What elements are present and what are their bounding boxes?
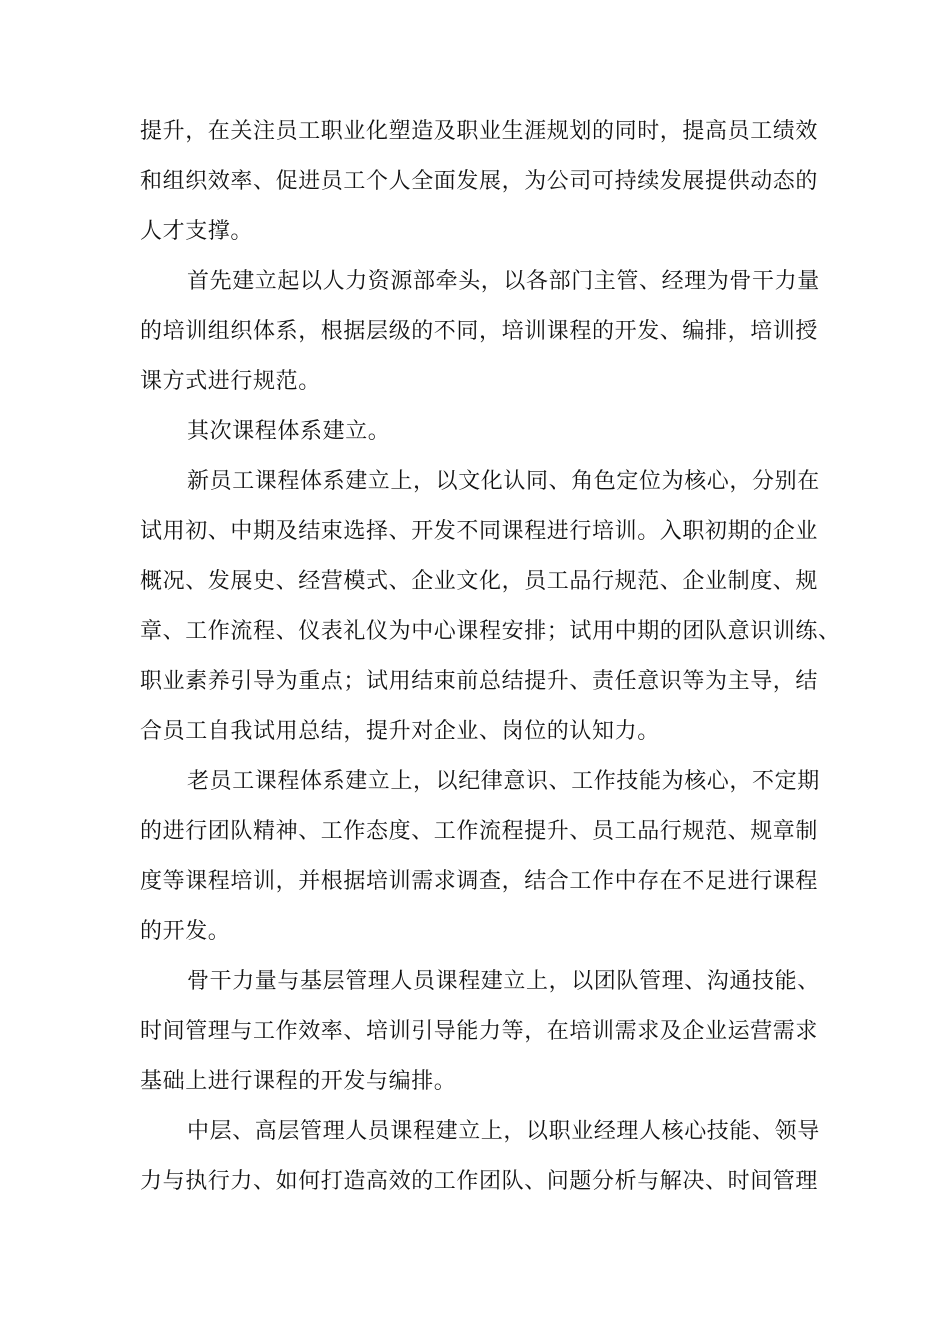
text-line: 基础上进行课程的开发与编排。 [140,1069,457,1094]
text-line: 的开发。 [140,919,231,944]
text-line: 概况、发展史、经营模式、企业文化，员工品行规范、企业制度、规 [140,569,819,594]
paragraph-start-line: 新员工课程体系建立上，以文化认同、角色定位为核心，分别在 [187,469,820,494]
text-line: 合员工自我试用总结，提升对企业、岗位的认知力。 [140,719,660,744]
text-line: 章、工作流程、仪表礼仪为中心课程安排；试用中期的团队意识训练、 [140,619,841,644]
text-line: 度等课程培训，并根据培训需求调查，结合工作中存在不足进行课程 [140,869,819,894]
paragraph-start-line: 骨干力量与基层管理人员课程建立上，以团队管理、沟通技能、 [187,969,820,994]
paragraph-start-line: 其次课程体系建立。 [187,419,391,444]
paragraph-start-line: 中层、高层管理人员课程建立上，以职业经理人核心技能、领导 [187,1119,820,1144]
text-line: 职业素养引导为重点；试用结束前总结提升、责任意识等为主导，结 [140,669,819,694]
text-line: 提升，在关注员工职业化塑造及职业生涯规划的同时，提高员工绩效 [140,119,819,144]
text-line: 时间管理与工作效率、培训引导能力等，在培训需求及企业运营需求 [140,1019,819,1044]
paragraph-start-line: 首先建立起以人力资源部牵头，以各部门主管、经理为骨干力量 [187,269,820,294]
text-line: 的培训组织体系，根据层级的不同，培训课程的开发、编排，培训授 [140,319,819,344]
text-line: 人才支撑。 [140,219,254,244]
text-line: 试用初、中期及结束选择、开发不同课程进行培训。入职初期的企业 [140,519,819,544]
text-line: 的进行团队精神、工作态度、工作流程提升、员工品行规范、规章制 [140,819,819,844]
text-line: 和组织效率、促进员工个人全面发展，为公司可持续发展提供动态的 [140,169,819,194]
paragraph-start-line: 老员工课程体系建立上，以纪律意识、工作技能为核心，不定期 [187,769,820,794]
text-line: 力与执行力、如何打造高效的工作团队、问题分析与解决、时间管理 [140,1169,819,1194]
text-line: 课方式进行规范。 [140,369,321,394]
